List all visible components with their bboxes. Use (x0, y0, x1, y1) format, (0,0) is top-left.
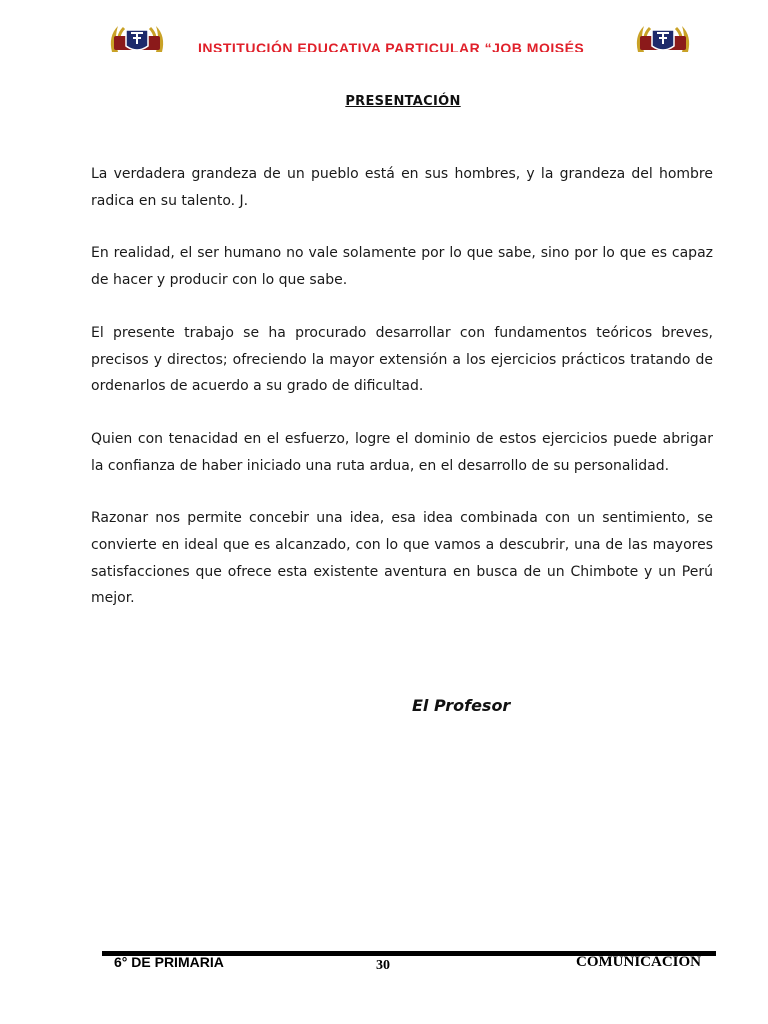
page-header (0, 0, 768, 52)
paragraph: Quien con tenacidad en el esfuerzo, logre el dominio de estos ejercicios puede abrigar la confianza de haber iniciado una ruta ardua, en el desarrollo de su personalidad. (91, 430, 713, 474)
institution-name: INSTITUCIÓN EDUCATIVA PARTICULAR “JOB MOISÉS (198, 40, 585, 52)
document-body (91, 161, 713, 638)
school-crest-icon (632, 22, 694, 52)
paragraph: Razonar nos permite concebir una idea, esa idea combinada con un sentimiento, se convierte en ideal que es alcanzado, con lo que vamos a descubrir, una de las mayores satisfacciones que ofrece esta existente aventura en busca de un Chimbote y un Perú mejor. (91, 510, 713, 607)
footer-subject: COMUNICACION (576, 954, 701, 970)
paragraph: El presente trabajo se ha procurado desarrollar con fundamentos teóricos breves, precisos y directos; ofreciendo la mayor extensión a los ejercicios prácticos tratando de ordenarlos de acuerdo a su grado de dificultad. (91, 324, 713, 395)
school-crest-icon (106, 22, 168, 52)
footer-grade: 6° DE PRIMARIA (114, 954, 224, 970)
paragraph: En realidad, el ser humano no vale solamente por lo que sabe, sino por lo que es capaz de hacer y producir con lo que sabe. (91, 245, 713, 289)
page-number: 30 (376, 958, 390, 973)
signature: El Profesor (412, 696, 511, 715)
page-title: PRESENTACIÓN (345, 94, 461, 109)
paragraph: La verdadera grandeza de un pueblo está en sus hombres, y la grandeza del hombre radica en su talento. J. (91, 166, 713, 209)
